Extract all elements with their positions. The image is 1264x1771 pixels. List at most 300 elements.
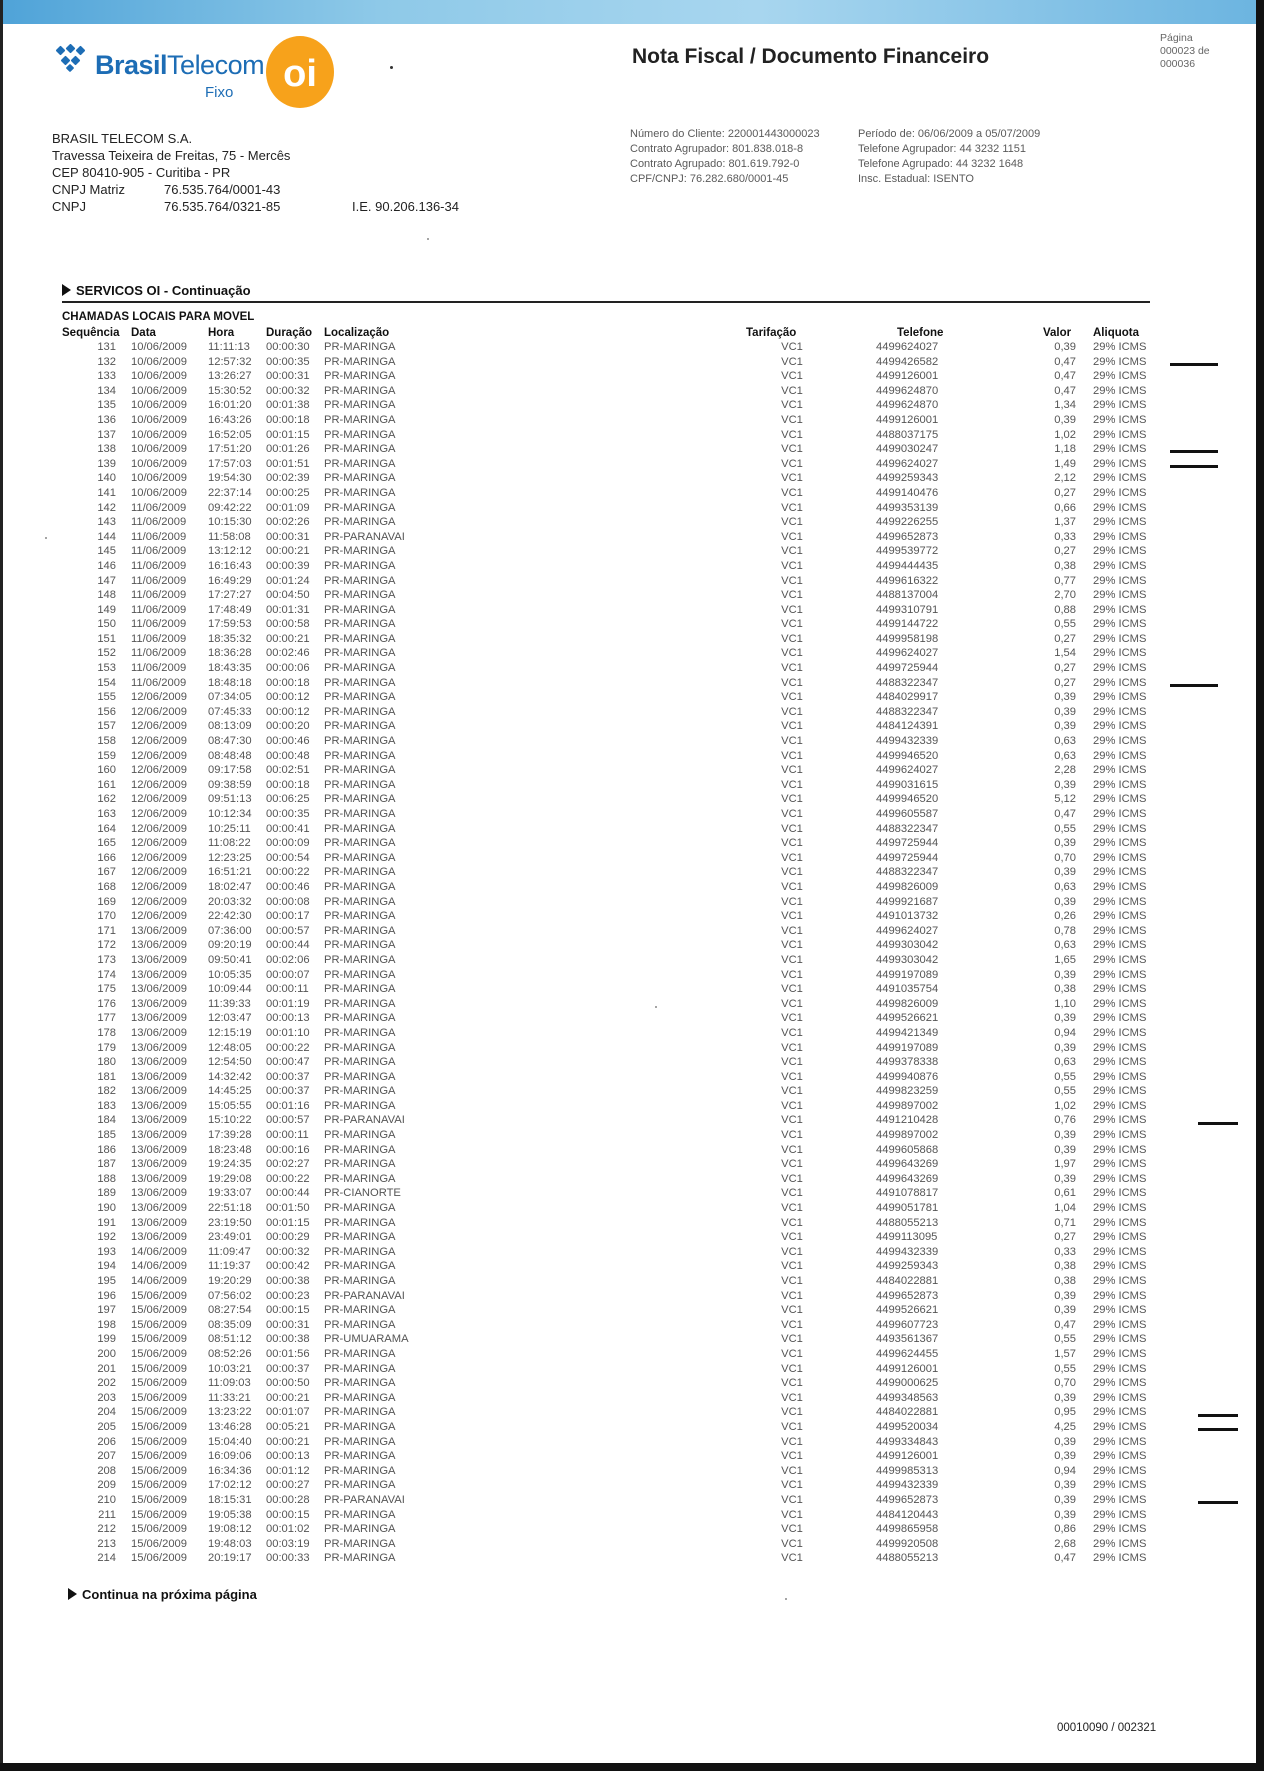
cell-tel: 4484022881 — [876, 1406, 939, 1419]
print-speck — [655, 1006, 657, 1008]
cell-hora: 17:27:27 — [208, 589, 252, 602]
cell-hora: 16:09:06 — [208, 1450, 252, 1463]
cell-val: 0,47 — [1054, 355, 1076, 368]
cell-seq: 169 — [97, 895, 116, 908]
cell-date: 15/06/2009 — [131, 1523, 187, 1536]
cell-val: 0,39 — [1054, 837, 1076, 850]
cell-val: 0,77 — [1054, 574, 1076, 587]
cell-tar: VC1 — [781, 1216, 803, 1229]
cell-loc: PR-MARINGA — [324, 1347, 396, 1360]
cell-loc: PR-MARINGA — [324, 662, 396, 675]
cell-loc: PR-MARINGA — [324, 691, 396, 704]
cell-dur: 00:00:57 — [266, 1114, 310, 1127]
table-row — [0, 1027, 1264, 1042]
cell-date: 11/06/2009 — [131, 545, 187, 558]
cell-val: 0,39 — [1054, 866, 1076, 879]
cell-hora: 11:19:37 — [208, 1260, 251, 1273]
cell-date: 15/06/2009 — [131, 1289, 187, 1302]
col-header-hora: Hora — [208, 327, 235, 339]
cell-dur: 00:00:16 — [266, 1143, 310, 1156]
cell-tel: 4491013732 — [876, 910, 939, 923]
cell-dur: 00:00:28 — [266, 1493, 310, 1506]
cell-hora: 09:17:58 — [208, 764, 252, 777]
cell-dur: 00:01:07 — [266, 1406, 310, 1419]
cell-ali: 29% ICMS — [1093, 778, 1147, 791]
cell-dur: 00:00:21 — [266, 545, 310, 558]
cell-val: 0,63 — [1054, 749, 1076, 762]
cell-hora: 18:43:35 — [208, 662, 252, 675]
cell-date: 13/06/2009 — [131, 1012, 187, 1025]
cell-date: 15/06/2009 — [131, 1537, 187, 1550]
page-value: 000023 de — [1160, 45, 1210, 57]
margin-dash-mark — [1170, 684, 1218, 687]
cell-tar: VC1 — [781, 589, 803, 602]
cell-hora: 17:59:53 — [208, 618, 252, 631]
cell-ali: 29% ICMS — [1093, 1114, 1147, 1127]
cell-hora: 15:04:40 — [208, 1435, 252, 1448]
cell-date: 11/06/2009 — [131, 574, 187, 587]
cell-loc: PR-MARINGA — [324, 808, 396, 820]
cell-seq: 199 — [97, 1333, 116, 1346]
cell-date: 13/06/2009 — [131, 1056, 187, 1069]
cell-dur: 00:02:26 — [266, 516, 310, 529]
cell-ali: 29% ICMS — [1093, 910, 1147, 923]
cell-ali: 29% ICMS — [1093, 793, 1147, 806]
cell-date: 15/06/2009 — [131, 1304, 187, 1317]
cell-tel: 4484124391 — [876, 720, 939, 733]
cell-tar: VC1 — [781, 1012, 803, 1025]
cell-loc: PR-MARINGA — [324, 1245, 396, 1258]
table-row — [0, 1479, 1264, 1494]
cell-hora: 18:23:48 — [208, 1143, 252, 1156]
cell-seq: 139 — [97, 457, 116, 470]
page-label: Página — [1160, 32, 1193, 44]
cell-tel: 4499624027 — [876, 341, 939, 353]
margin-dash-mark — [1198, 1122, 1238, 1125]
cell-seq: 161 — [97, 778, 116, 791]
cell-seq: 176 — [97, 997, 116, 1010]
cell-date: 13/06/2009 — [131, 1172, 187, 1185]
cell-seq: 155 — [97, 691, 116, 704]
cell-tar: VC1 — [781, 501, 803, 514]
cell-hora: 09:42:22 — [208, 501, 252, 514]
cell-loc: PR-MARINGA — [324, 1202, 396, 1215]
cell-tar: VC1 — [781, 676, 803, 689]
col-header-telefone: Telefone — [897, 327, 944, 339]
cell-tel: 4499421349 — [876, 1026, 939, 1039]
cell-loc: PR-MARINGA — [324, 910, 396, 923]
cell-tar: VC1 — [781, 1099, 803, 1112]
cell-date: 15/06/2009 — [131, 1347, 187, 1360]
table-row — [0, 429, 1264, 444]
cell-loc: PR-MARINGA — [324, 1041, 396, 1054]
cell-seq: 145 — [97, 545, 116, 558]
cell-dur: 00:01:50 — [266, 1202, 310, 1215]
cell-date: 10/06/2009 — [131, 457, 187, 470]
cell-loc: PR-MARINGA — [324, 1377, 396, 1390]
col-header-valor: Valor — [1043, 327, 1072, 339]
cell-ali: 29% ICMS — [1093, 1464, 1147, 1477]
cell-tar: VC1 — [781, 705, 803, 718]
cell-tel: 4488322347 — [876, 822, 939, 835]
cell-dur: 00:00:58 — [266, 618, 310, 631]
cell-dur: 00:00:08 — [266, 895, 310, 908]
cell-seq: 158 — [97, 735, 116, 748]
cell-dur: 00:00:41 — [266, 822, 310, 835]
cell-tar: VC1 — [781, 1085, 803, 1098]
cell-dur: 00:00:11 — [266, 1129, 309, 1142]
cell-ali: 29% ICMS — [1093, 939, 1147, 952]
cell-tar: VC1 — [781, 1464, 803, 1477]
cell-ali: 29% ICMS — [1093, 355, 1147, 368]
cell-date: 11/06/2009 — [131, 662, 187, 675]
cell-ali: 29% ICMS — [1093, 647, 1147, 660]
table-row — [0, 589, 1264, 604]
company-info — [52, 130, 290, 215]
cell-val: 1,65 — [1054, 953, 1076, 966]
cell-loc: PR-MARINGA — [324, 1158, 396, 1171]
scan-edge-top — [0, 0, 1264, 24]
cell-hora: 11:11:13 — [208, 341, 250, 353]
cell-seq: 210 — [97, 1493, 116, 1506]
cell-loc: PR-MARINGA — [324, 1464, 396, 1477]
cell-hora: 13:26:27 — [208, 370, 252, 383]
cell-dur: 00:00:13 — [266, 1012, 310, 1025]
cell-hora: 10:12:34 — [208, 808, 252, 820]
cell-tel: 4484022881 — [876, 1275, 939, 1287]
cell-dur: 00:00:31 — [266, 370, 310, 383]
cell-tel: 4488322347 — [876, 705, 939, 718]
cell-tar: VC1 — [781, 1391, 803, 1404]
cell-tar: VC1 — [781, 559, 803, 572]
cell-seq: 153 — [97, 662, 116, 675]
table-row — [0, 1144, 1264, 1159]
cell-date: 10/06/2009 — [131, 399, 187, 412]
cell-ali: 29% ICMS — [1093, 1260, 1147, 1273]
cell-loc: PR-MARINGA — [324, 895, 396, 908]
cell-seq: 198 — [97, 1318, 116, 1331]
cell-dur: 00:01:15 — [266, 1216, 310, 1229]
cell-hora: 16:16:43 — [208, 559, 252, 572]
cell-tar: VC1 — [781, 1450, 803, 1463]
cell-tar: VC1 — [781, 910, 803, 923]
cell-loc: PR-MARINGA — [324, 1552, 396, 1565]
cell-hora: 19:54:30 — [208, 472, 252, 485]
cell-loc: PR-MARINGA — [324, 880, 396, 893]
cell-loc: PR-MARINGA — [324, 1318, 396, 1331]
telefone-agrupado: Telefone Agrupado: 44 3232 1648 — [858, 158, 1024, 170]
inscricao-estadual-client: Insc. Estadual: ISENTO — [858, 173, 974, 185]
cell-seq: 200 — [97, 1347, 116, 1360]
cell-val: 4,25 — [1054, 1420, 1076, 1433]
cell-seq: 214 — [97, 1552, 116, 1565]
cell-seq: 135 — [97, 399, 116, 412]
cell-ali: 29% ICMS — [1093, 662, 1147, 675]
cell-ali: 29% ICMS — [1093, 1552, 1147, 1565]
cell-ali: 29% ICMS — [1093, 1420, 1147, 1433]
cell-hora: 18:48:18 — [208, 676, 252, 689]
cell-dur: 00:00:29 — [266, 1231, 310, 1244]
cell-seq: 205 — [97, 1420, 116, 1433]
cell-loc: PR-MARINGA — [324, 720, 396, 733]
cell-hora: 08:48:48 — [208, 749, 252, 762]
cell-val: 2,70 — [1054, 589, 1076, 602]
cell-dur: 00:02:39 — [266, 472, 310, 485]
cell-date: 12/06/2009 — [131, 793, 187, 806]
cell-date: 11/06/2009 — [131, 589, 187, 602]
cell-tar: VC1 — [781, 793, 803, 806]
cell-dur: 00:01:31 — [266, 603, 310, 616]
cell-tel: 4488055213 — [876, 1216, 939, 1229]
cell-hora: 07:36:00 — [208, 924, 252, 937]
cell-loc: PR-MARINGA — [324, 837, 396, 850]
table-row — [0, 720, 1264, 735]
cell-tar: VC1 — [781, 1070, 803, 1083]
cell-seq: 189 — [97, 1187, 116, 1200]
margin-dash-mark — [1198, 1428, 1238, 1431]
cell-loc: PR-MARINGA — [324, 559, 396, 572]
cell-ali: 29% ICMS — [1093, 443, 1147, 456]
cell-date: 11/06/2009 — [131, 632, 187, 645]
cell-tel: 4499652873 — [876, 1289, 939, 1302]
cell-tar: VC1 — [781, 720, 803, 733]
cell-tel: 4499520034 — [876, 1420, 939, 1433]
cell-ali: 29% ICMS — [1093, 530, 1147, 543]
cell-seq: 196 — [97, 1289, 116, 1302]
cell-tar: VC1 — [781, 632, 803, 645]
cell-date: 10/06/2009 — [131, 355, 187, 368]
cell-tel: 4499652873 — [876, 530, 939, 543]
cell-tel: 4499526621 — [876, 1304, 939, 1317]
cell-loc: PR-MARINGA — [324, 1056, 396, 1069]
cell-seq: 173 — [97, 953, 116, 966]
cell-seq: 157 — [97, 720, 116, 733]
table-row — [0, 1260, 1264, 1275]
cell-ali: 29% ICMS — [1093, 1056, 1147, 1069]
cell-dur: 00:00:22 — [266, 866, 310, 879]
cell-ali: 29% ICMS — [1093, 1129, 1147, 1142]
cell-loc: PR-MARINGA — [324, 1275, 396, 1287]
cell-tar: VC1 — [781, 384, 803, 397]
cell-hora: 08:13:09 — [208, 720, 252, 733]
cell-dur: 00:00:33 — [266, 1552, 310, 1565]
cell-seq: 165 — [97, 837, 116, 850]
cell-ali: 29% ICMS — [1093, 632, 1147, 645]
cell-hora: 18:35:32 — [208, 632, 252, 645]
cell-seq: 170 — [97, 910, 116, 923]
cell-seq: 159 — [97, 749, 116, 762]
cell-hora: 11:58:08 — [208, 530, 251, 543]
cell-val: 0,39 — [1054, 1143, 1076, 1156]
table-row — [0, 1158, 1264, 1173]
table-row — [0, 750, 1264, 765]
cell-val: 1,97 — [1054, 1158, 1076, 1171]
cell-hora: 12:57:32 — [208, 355, 252, 368]
table-row — [0, 1494, 1264, 1509]
cell-tar: VC1 — [781, 764, 803, 777]
cell-dur: 00:00:07 — [266, 968, 310, 981]
cell-val: 0,39 — [1054, 968, 1076, 981]
cell-tel: 4499897002 — [876, 1129, 939, 1142]
cell-dur: 00:00:25 — [266, 486, 310, 499]
cell-tel: 4499643269 — [876, 1172, 939, 1185]
cell-tar: VC1 — [781, 399, 803, 412]
cell-loc: PR-MARINGA — [324, 866, 396, 879]
client-info-left — [630, 127, 820, 187]
cell-tel: 4499624870 — [876, 399, 939, 412]
cell-hora: 10:05:35 — [208, 968, 252, 981]
cell-ali: 29% ICMS — [1093, 1523, 1147, 1536]
cell-loc: PR-MARINGA — [324, 1523, 396, 1536]
cell-hora: 11:33:21 — [208, 1391, 251, 1404]
cell-tel: 4499958198 — [876, 632, 939, 645]
cell-tar: VC1 — [781, 603, 803, 616]
cell-tel: 4484120443 — [876, 1508, 939, 1521]
cell-date: 10/06/2009 — [131, 413, 187, 426]
cell-tel: 4499226255 — [876, 516, 939, 529]
cell-seq: 149 — [97, 603, 116, 616]
cell-tel: 4499144722 — [876, 618, 939, 631]
cell-ali: 29% ICMS — [1093, 545, 1147, 558]
table-row — [0, 399, 1264, 414]
cell-tel: 4499539772 — [876, 545, 939, 558]
cell-seq: 179 — [97, 1041, 116, 1054]
cell-seq: 190 — [97, 1202, 116, 1215]
col-header-sequencia: Sequência — [62, 327, 120, 339]
cell-seq: 166 — [97, 851, 116, 864]
cnpj-matriz-value: 76.535.764/0001-43 — [164, 182, 281, 197]
cell-tar: VC1 — [781, 953, 803, 966]
cnpj-label: CNPJ — [52, 199, 86, 214]
margin-dash-mark — [1170, 363, 1218, 366]
cell-val: 0,33 — [1054, 1245, 1076, 1258]
cell-tar: VC1 — [781, 1172, 803, 1185]
cell-hora: 17:02:12 — [208, 1479, 252, 1492]
table-row — [0, 764, 1264, 779]
cell-ali: 29% ICMS — [1093, 384, 1147, 397]
triangle-right-icon — [68, 1588, 77, 1600]
cell-ali: 29% ICMS — [1093, 1275, 1147, 1287]
cell-tel: 4499946520 — [876, 749, 939, 762]
cell-val: 0,78 — [1054, 924, 1076, 937]
cell-hora: 12:54:50 — [208, 1056, 252, 1069]
cell-date: 12/06/2009 — [131, 720, 187, 733]
cell-tel: 4499432339 — [876, 1479, 939, 1492]
cell-val: 0,39 — [1054, 1012, 1076, 1025]
cell-dur: 00:01:09 — [266, 501, 310, 514]
cell-seq: 137 — [97, 428, 116, 441]
cell-hora: 19:20:29 — [208, 1275, 252, 1287]
cell-dur: 00:00:48 — [266, 749, 310, 762]
cell-val: 0,39 — [1054, 778, 1076, 791]
cell-tel: 4499000625 — [876, 1377, 939, 1390]
cell-loc: PR-UMUARAMA — [324, 1333, 409, 1346]
table-row — [0, 881, 1264, 896]
cell-seq: 171 — [97, 924, 116, 937]
cell-tel: 4499432339 — [876, 735, 939, 748]
table-row — [0, 1056, 1264, 1071]
cell-tel: 4499031615 — [876, 778, 939, 791]
table-row — [0, 1436, 1264, 1451]
cell-loc: PR-MARINGA — [324, 1362, 396, 1375]
cell-dur: 00:01:51 — [266, 457, 310, 470]
cell-hora: 08:27:54 — [208, 1304, 252, 1317]
table-row — [0, 954, 1264, 969]
cell-loc: PR-MARINGA — [324, 1070, 396, 1083]
cell-hora: 19:48:03 — [208, 1537, 252, 1550]
table-row — [0, 1114, 1264, 1129]
cell-ali: 29% ICMS — [1093, 1479, 1147, 1492]
table-row — [0, 516, 1264, 531]
table-row — [0, 1042, 1264, 1057]
cell-loc: PR-MARINGA — [324, 457, 396, 470]
cell-ali: 29% ICMS — [1093, 1099, 1147, 1112]
cell-date: 10/06/2009 — [131, 428, 187, 441]
cell-date: 13/06/2009 — [131, 939, 187, 952]
cell-date: 12/06/2009 — [131, 910, 187, 923]
cell-seq: 184 — [97, 1114, 116, 1127]
cell-tel: 4488055213 — [876, 1552, 939, 1565]
cell-date: 14/06/2009 — [131, 1260, 187, 1273]
cell-hora: 08:51:12 — [208, 1333, 252, 1346]
cell-hora: 17:51:20 — [208, 443, 252, 456]
table-row — [0, 618, 1264, 633]
cell-date: 15/06/2009 — [131, 1391, 187, 1404]
cell-dur: 00:00:42 — [266, 1260, 310, 1273]
cell-val: 1,57 — [1054, 1347, 1076, 1360]
cell-tar: VC1 — [781, 1435, 803, 1448]
cell-loc: PR-MARINGA — [324, 1012, 396, 1025]
cell-val: 0,61 — [1054, 1187, 1076, 1200]
calls-table — [0, 341, 1264, 1567]
cell-dur: 00:00:44 — [266, 939, 310, 952]
cell-date: 13/06/2009 — [131, 1041, 187, 1054]
section-title-text: SERVICOS OI - Continuação — [76, 283, 251, 298]
cell-loc: PR-MARINGA — [324, 705, 396, 718]
cell-tar: VC1 — [781, 1508, 803, 1521]
cell-loc: PR-MARINGA — [324, 1099, 396, 1112]
cell-tel: 4499526621 — [876, 1012, 939, 1025]
cell-ali: 29% ICMS — [1093, 1333, 1147, 1346]
cell-tel: 4499348563 — [876, 1391, 939, 1404]
cell-hora: 20:19:17 — [208, 1552, 252, 1565]
cell-date: 13/06/2009 — [131, 1158, 187, 1171]
table-row — [0, 531, 1264, 546]
cell-ali: 29% ICMS — [1093, 764, 1147, 777]
cell-tar: VC1 — [781, 1479, 803, 1492]
table-row — [0, 1406, 1264, 1421]
cell-tel: 4499897002 — [876, 1099, 939, 1112]
cell-seq: 212 — [97, 1523, 116, 1536]
cell-seq: 134 — [97, 384, 116, 397]
cell-tar: VC1 — [781, 1041, 803, 1054]
cell-tel: 4499197089 — [876, 968, 939, 981]
cell-val: 2,28 — [1054, 764, 1076, 777]
cell-ali: 29% ICMS — [1093, 749, 1147, 762]
cell-date: 13/06/2009 — [131, 1231, 187, 1244]
cell-seq: 163 — [97, 808, 116, 820]
cell-loc: PR-MARINGA — [324, 545, 396, 558]
cell-tel: 4499624027 — [876, 764, 939, 777]
cell-seq: 156 — [97, 705, 116, 718]
cell-loc: PR-MARINGA — [324, 968, 396, 981]
cell-dur: 00:00:37 — [266, 1085, 310, 1098]
cell-hora: 10:25:11 — [208, 822, 251, 835]
cell-hora: 14:45:25 — [208, 1085, 252, 1098]
cell-tel: 4499259343 — [876, 472, 939, 485]
contrato-agrupador: Contrato Agrupador: 801.838.018-8 — [630, 143, 804, 155]
cell-loc: PR-MARINGA — [324, 924, 396, 937]
